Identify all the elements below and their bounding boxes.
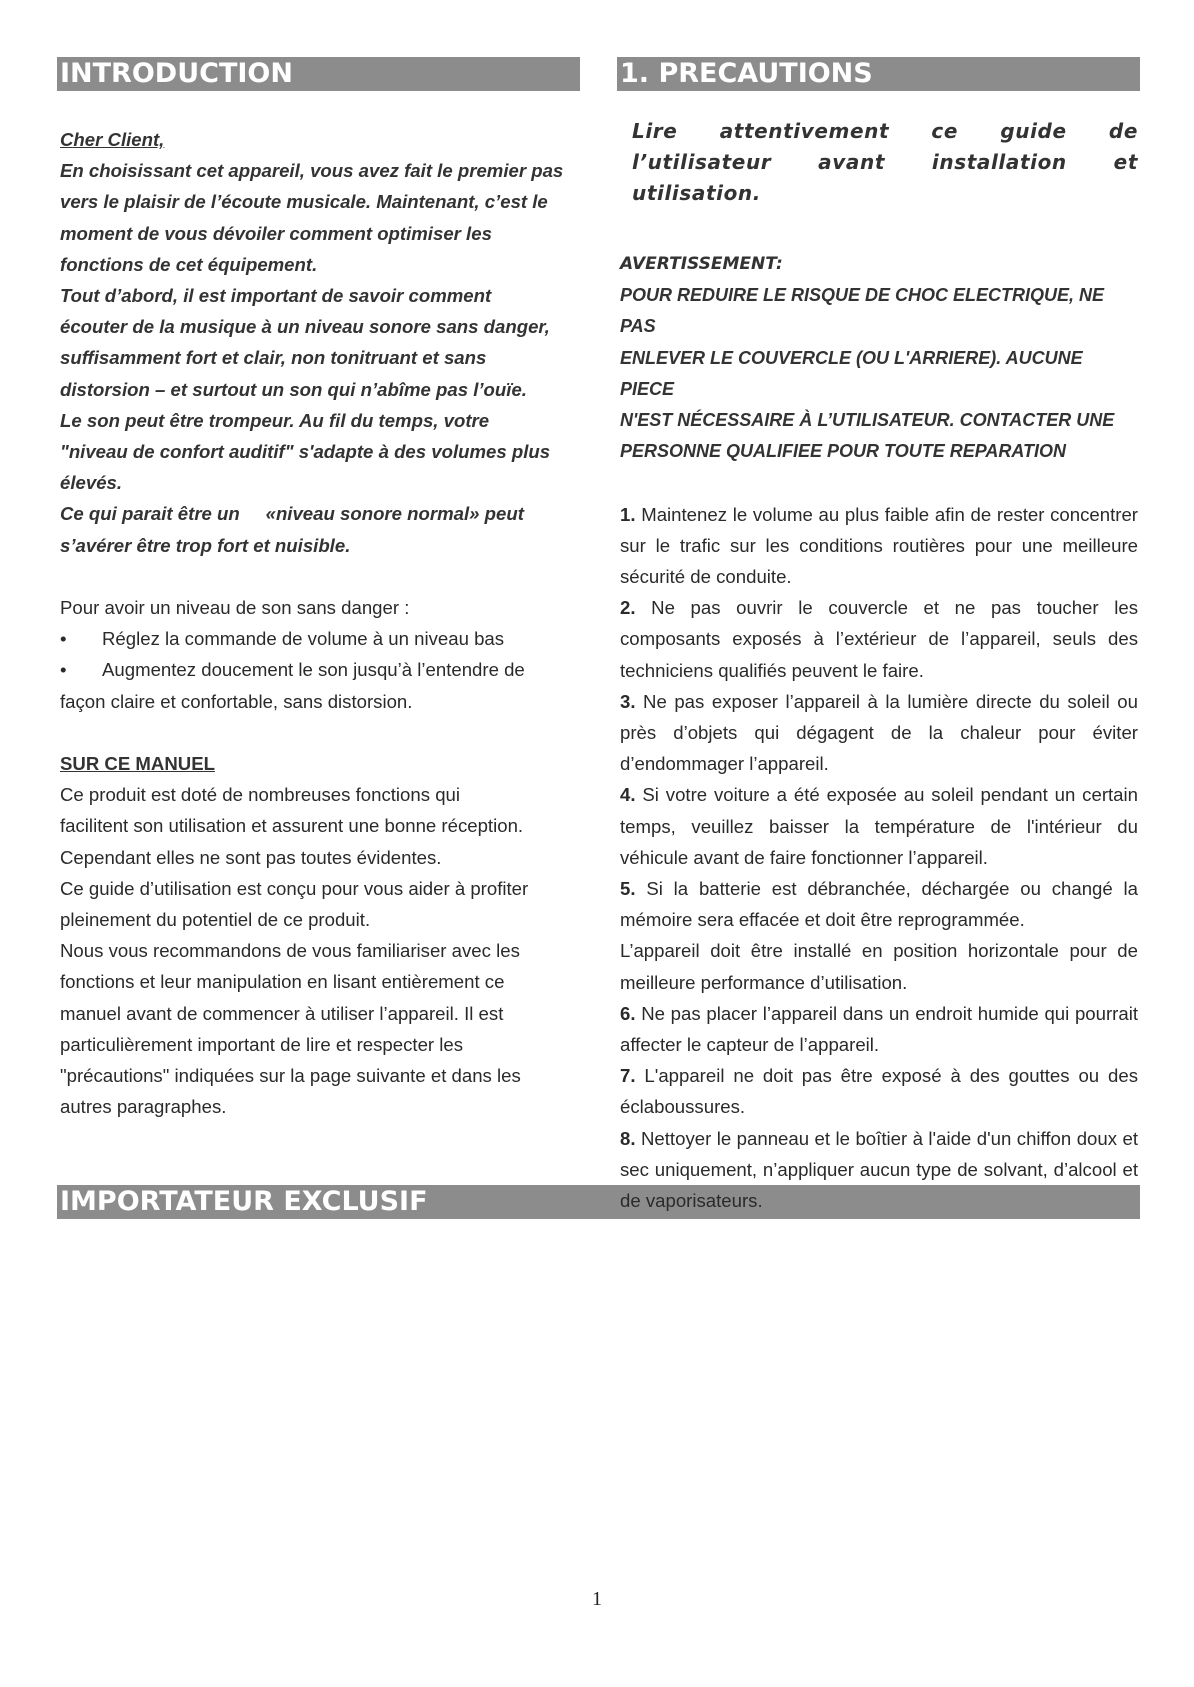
bullet-text: Réglez la commande de volume à un niveau bas — [102, 628, 505, 650]
precaution-item: 1. Maintenez le volume au plus faible afin de rester concentrer sur le trafic sur les conditions routières pour une meilleure sécurité de conduite. — [620, 503, 1138, 588]
bullet-item — [60, 623, 580, 654]
introduction-header: INTRODUCTION — [57, 57, 580, 91]
precaution-item: 5. Si la batterie est débranchée, déchargée ou changé la mémoire sera effacée et doit être reprogrammée. — [620, 878, 1138, 931]
intro-line: écouter de la musique à un niveau sonore sans danger, — [60, 316, 550, 338]
precaution-item: 4. Si votre voiture a été exposée au soleil pendant un certain temps, veuillez baisser la température de l'intérieur du véhicule avant de faire fonctionner l’appareil. — [620, 784, 1138, 868]
page-number: 1 — [592, 1588, 602, 1610]
intro-line: suffisamment fort et clair, non tonitruant et sans — [60, 347, 487, 369]
precaution-item: 8. Nettoyer le panneau et le boîtier à l'aide d'un chiffon doux et sec uniquement, n’appliquer aucun type de solvant, d’alcool et de vaporisateurs. — [620, 1127, 1138, 1212]
manual-line: fonctions et leur manipulation en lisant entièrement ce — [60, 971, 505, 993]
safe-level-title: Pour avoir un niveau de son sans danger : — [60, 597, 410, 619]
precaution-item: 2. Ne pas ouvrir le couvercle et ne pas toucher les composants exposés à l’extérieur de l’appareil, seuls des techniciens qualifiés peuvent le faire. — [620, 597, 1138, 681]
precautions-column — [620, 116, 1138, 1216]
greeting: Cher Client, — [60, 129, 165, 150]
precaution-item: 3. Ne pas exposer l’appareil à la lumière directe du soleil ou près d’objets qui dégagent de la chaleur pour éviter d’endommager l’appareil. — [620, 690, 1138, 775]
intro-line: En choisissant cet appareil, vous avez fait le premier pas — [60, 160, 564, 182]
precaution-note: L’appareil doit être installé en position horizontale pour de meilleure performance d’utilisation. — [620, 940, 1138, 993]
manual-line: "précautions" indiquées sur la page suivante et dans les — [60, 1065, 521, 1087]
importer-header: IMPORTATEUR EXCLUSIF — [57, 1185, 1140, 1219]
manual-line: facilitent son utilisation et assurent une bonne réception. — [60, 815, 524, 837]
manual-line: pleinement du potentiel de ce produit. — [60, 909, 371, 931]
intro-line: "niveau de confort auditif" s'adapte à des volumes plus — [60, 441, 551, 463]
manual-line: Ce guide d’utilisation est conçu pour vous aider à profiter — [60, 877, 529, 899]
precaution-item: 6. Ne pas placer l’appareil dans un endroit humide qui pourrait affecter le capteur de l’appareil. — [620, 1002, 1138, 1056]
intro-line: vers le plaisir de l’écoute musicale. Maintenant, c’est le — [60, 191, 548, 213]
intro-line: moment de vous dévoiler comment optimiser les — [60, 222, 492, 244]
warning-line: POUR REDUIRE LE RISQUE DE CHOC ELECTRIQUE, NE PAS — [620, 285, 1105, 337]
introduction-column — [60, 124, 580, 1122]
manual-line: Ce produit est doté de nombreuses fonctions qui — [60, 784, 461, 806]
intro-line: fonctions de cet équipement. — [60, 253, 318, 275]
bullet-continuation: façon claire et confortable, sans distorsion. — [60, 690, 413, 712]
manual-line: manuel avant de commencer à utiliser l’appareil. Il est — [60, 1002, 504, 1024]
bullet-text: Augmentez doucement le son jusqu’à l’entendre de — [102, 659, 525, 681]
intro-line: s’avérer être trop fort et nuisible. — [60, 534, 351, 556]
precautions-header: 1. PRECAUTIONS — [617, 57, 1140, 91]
bullet-item — [60, 654, 580, 685]
warning-title: AVERTISSEMENT: — [620, 254, 783, 274]
bullet-dot-icon: • — [60, 628, 67, 650]
manual-line: Nous vous recommandons de vous familiariser avec les — [60, 940, 520, 962]
warning-line: PERSONNE QUALIFIEE POUR TOUTE REPARATION — [620, 441, 1067, 462]
intro-line: Le son peut être trompeur. Au fil du temps, votre — [60, 409, 490, 431]
precaution-item: 7. L'appareil ne doit pas être exposé à des gouttes ou des éclaboussures. — [620, 1065, 1138, 1118]
warning-line: N'EST NÉCESSAIRE À L’UTILISATEUR. CONTACTER UNE — [620, 410, 1115, 431]
manual-line: autres paragraphes. — [60, 1096, 227, 1118]
lead-instruction: Lire attentivement ce guide de l’utilisateur avant installation et utilisation. — [632, 119, 1138, 205]
warning-line: ENLEVER LE COUVERCLE (OU L'ARRIERE). AUCUNE PIECE — [620, 347, 1083, 399]
manual-line: Cependant elles ne sont pas toutes évidentes. — [60, 846, 442, 868]
manual-line: particulièrement important de lire et respecter les — [60, 1033, 464, 1055]
intro-line: Ce qui parait être un «niveau sonore normal» peut — [60, 503, 524, 525]
intro-line: distorsion – et surtout un son qui n’abîme pas l’ouïe. — [60, 378, 527, 400]
bullet-dot-icon: • — [60, 659, 67, 681]
intro-line: Tout d’abord, il est important de savoir comment — [60, 285, 492, 307]
intro-line: élevés. — [60, 472, 123, 494]
manual-title: SUR CE MANUEL — [60, 753, 215, 775]
